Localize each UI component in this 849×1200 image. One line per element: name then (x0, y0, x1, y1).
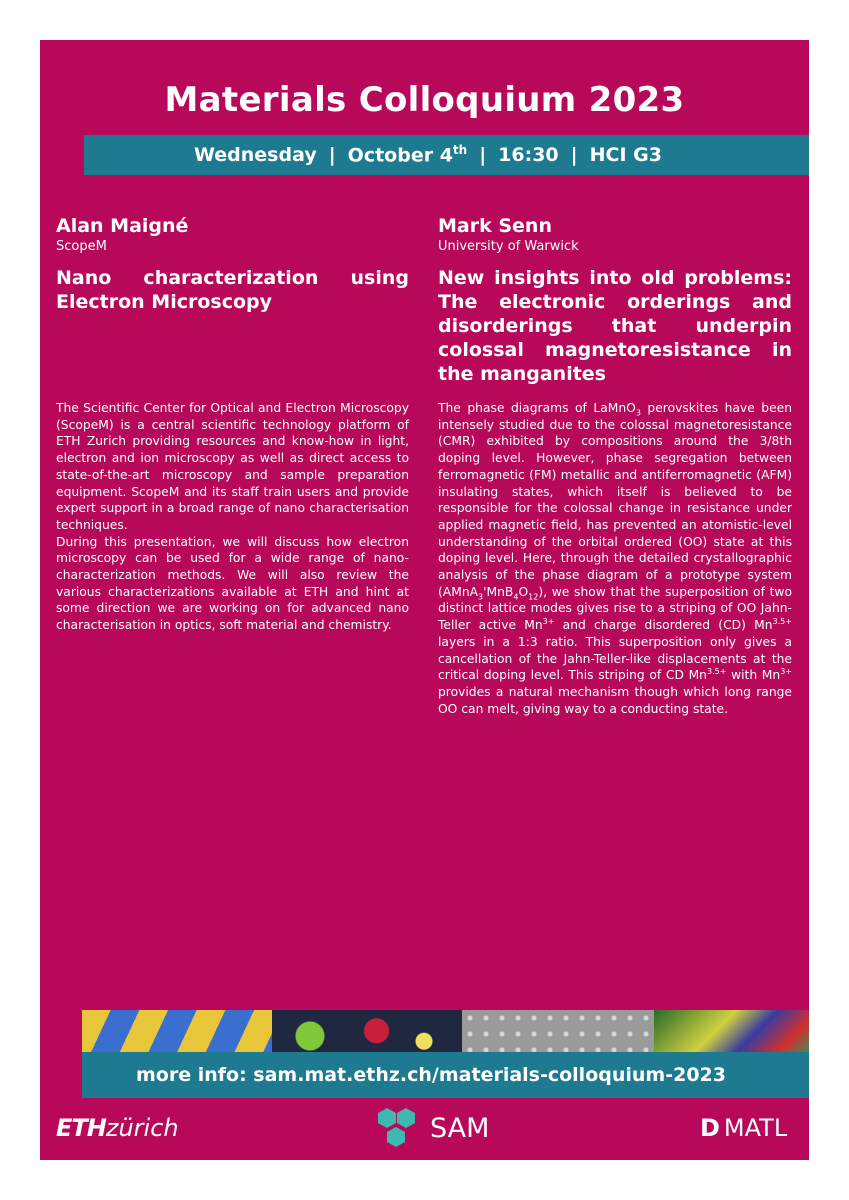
event-day: Wednesday (194, 144, 317, 166)
talk-abstract (56, 400, 409, 634)
date-bar (84, 135, 809, 175)
talk-abstract (438, 400, 792, 717)
colloquium-title: Materials Colloquium 2023 (164, 80, 685, 120)
abstract-paragraph: During this presentation, we will discuss how electron microscopy can be used for a wide range of nano-characterization methods. We will also review the various characterizations available at ETH and hint at some direction we are working on for advanced nano characterisation in optics, soft material and chemistry. (56, 534, 409, 633)
speaker-affiliation: ScopeM (56, 239, 107, 254)
sam-logo-text: SAM (430, 1112, 490, 1144)
dmatl-logo: D MATL (700, 1114, 788, 1142)
more-info-bar: more info: sam.mat.ethz.ch/materials-colloquium-2023 (82, 1052, 809, 1098)
right-talk (438, 214, 793, 716)
sam-logo (374, 1106, 489, 1150)
hexagon-cluster-icon (374, 1106, 424, 1150)
talk-title: Nano characterization using Electron Microscopy (56, 267, 409, 313)
separator: | (479, 144, 487, 166)
separator: | (328, 144, 336, 166)
speaker-affiliation: University of Warwick (438, 239, 579, 254)
left-talk (56, 214, 409, 633)
poster (40, 40, 809, 1160)
event-date: October 4th (347, 143, 468, 167)
abstract-paragraph: The Scientific Center for Optical and Electron Microscopy (ScopeM) is a central scientific technology platform of ETH Zurich providing resources and know-how in light, electron and ion microscopy as well as direct access to state-of-the-art microscopy and sample preparation equipment. ScopeM and its staff train users and provide expert support in a broad range of nano characterisation techniques. (56, 401, 409, 532)
separator: | (570, 144, 578, 166)
speaker-name: Mark Senn (438, 215, 552, 237)
event-room: HCI G3 (589, 144, 662, 166)
speaker-name: Alan Maigné (56, 215, 189, 237)
eth-zurich-logo: ETHzürich (56, 1114, 179, 1142)
event-time: 16:30 (498, 144, 559, 166)
abstract-paragraph: The phase diagrams of LaMnO$_3$ perovskites have been intensely studied due to the colossal magnetoresistance (CMR) exhibited by compositions around the 3/8th doping level. However, phase segregation between ferromagnetic (FM) metallic and antiferromagnetic (AFM) insulating states, which itself is believed to be responsible for the colossal change in resistance under applied magnetic field, has prevented an atomistic-level understanding of the orbital ordered (OO) state at this doping level. Here, through the detailed crystallographic analysis of the phase diagram of a prototype system $(AMnA_3'MnB_4O_{12})$, we show that the superposition of two distinct lattice modes gives rise to a striping of OO Jahn-Teller active $Mn^{3+}$ and charge disordered (CD) $Mn^{3.5+}$ layers in a 1:3 ratio. This superposition only gives a cancellation of the Jahn-Teller-like displacements at the critical doping level. This striping of CD $Mn^{3.5+}$ with $Mn^{3+}$ provides a natural mechanism though which long range OO can melt, giving way to a conducting state. (438, 401, 793, 716)
talk-title: New insights into old problems: The electronic orderings and disorderings that underpin colossal magnetoresistance in the manganites (438, 267, 792, 385)
